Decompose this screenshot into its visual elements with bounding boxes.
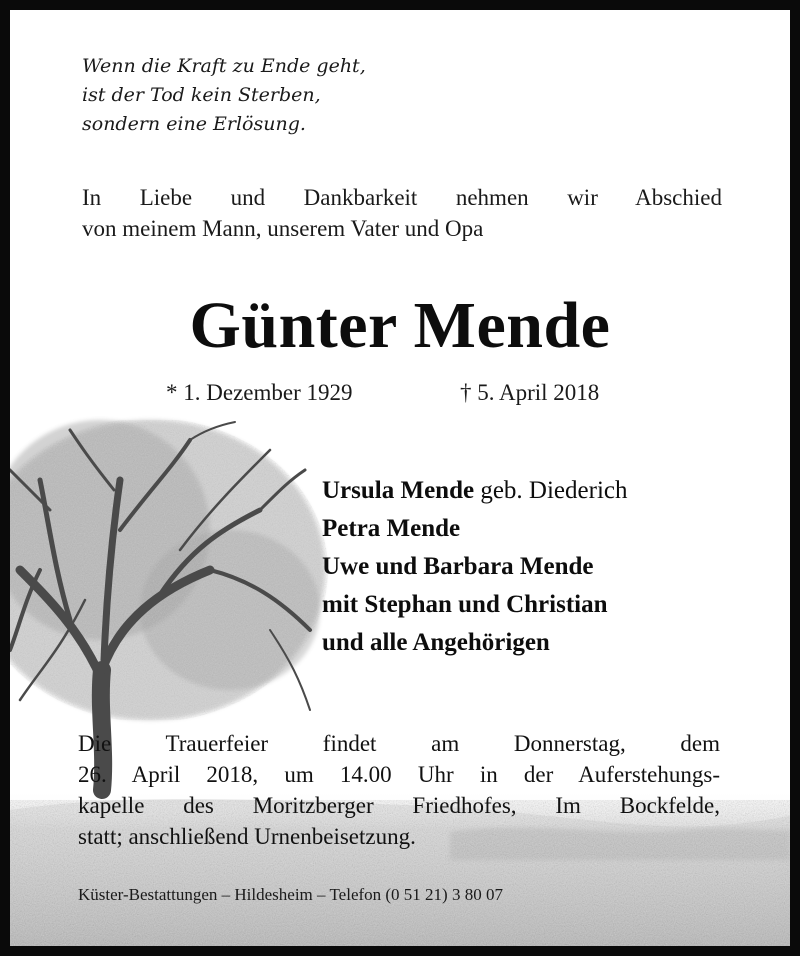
service-line: Die Trauerfeier findet am Donnerstag, dem [78,731,720,756]
service-line: kapelle des Moritzberger Friedhofes, Im Bockfelde, [78,793,720,818]
mourner-name: Ursula Mende [322,477,475,504]
birth-date: * 1. Dezember 1929 [166,380,353,405]
poem-line: sondern eine Erlösung. [82,113,306,135]
poem-line: ist der Tod kein Sterben, [82,84,321,106]
mourner-row: mit Stephan und Christian [322,591,608,618]
funeral-service-info [78,728,720,852]
poem-line: Wenn die Kraft zu Ende geht, [82,55,366,77]
mourner-row: Uwe und Barbara Mende [322,553,594,580]
death-date: † 5. April 2018 [460,380,600,405]
farewell-intro [82,182,722,244]
mourner-row: Petra Mende [322,515,461,542]
mourner-maiden-name: geb. Diederich [474,477,628,504]
intro-line: von meinem Mann, unserem Vater und Opa [82,216,484,241]
service-line: 26. April 2018, um 14.00 Uhr in der Auferstehungs- [78,762,720,787]
poem [82,52,366,139]
mourner-row [322,472,627,510]
mourners-list [322,472,627,662]
mourner-row: und alle Angehörigen [322,629,550,656]
service-line: statt; anschließend Urnenbeisetzung. [78,824,416,849]
intro-line: In Liebe und Dankbarkeit nehmen wir Abschied [82,185,722,210]
deceased-name: Günter Mende [189,289,611,362]
funeral-home-contact: Küster-Bestattungen – Hildesheim – Telefon (0 51 21) 3 80 07 [78,885,503,904]
